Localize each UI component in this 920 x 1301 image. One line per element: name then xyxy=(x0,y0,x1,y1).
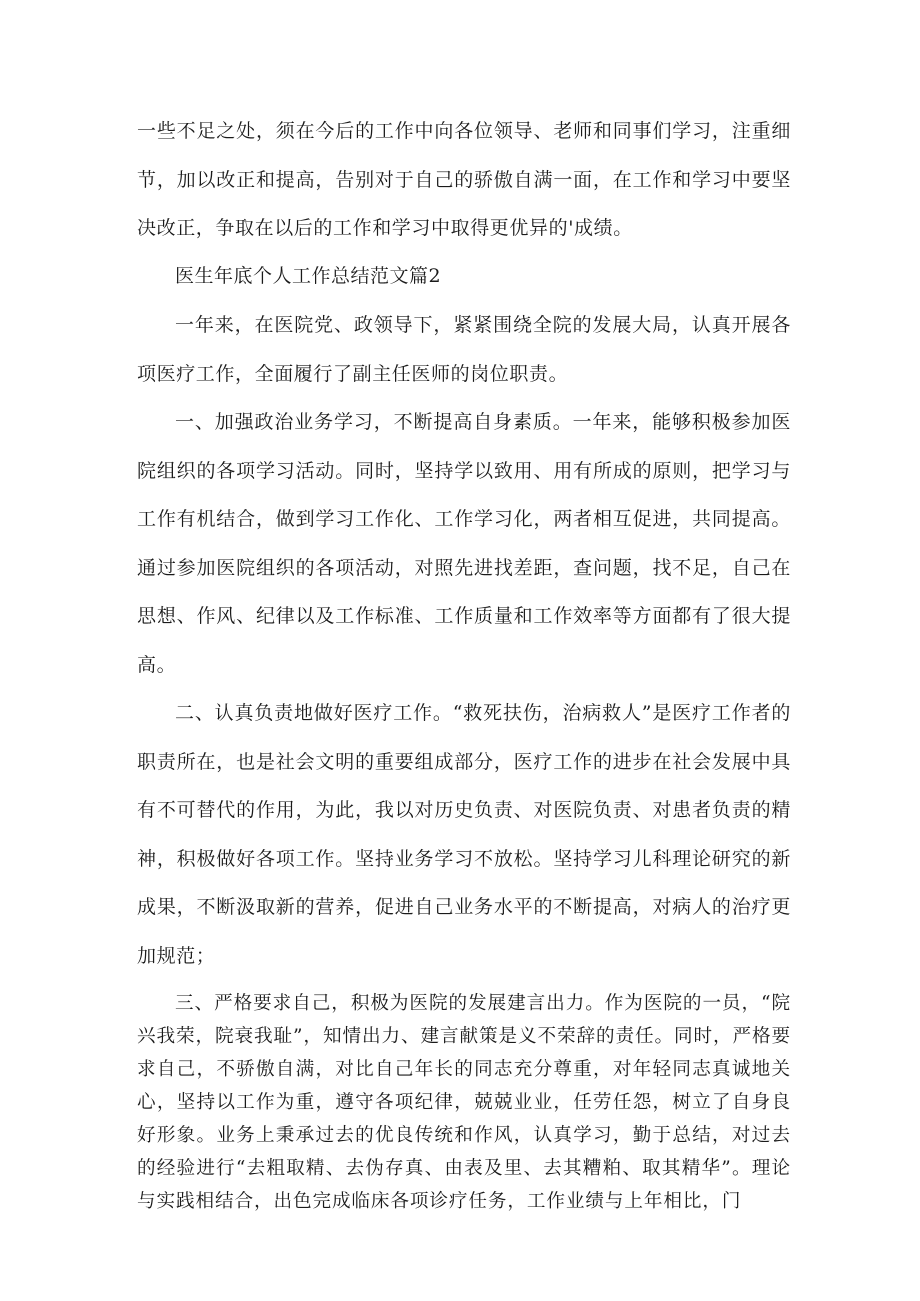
paragraph-intro: 一年来，在医院党、政领导下，紧紧围绕全院的发展大局，认真开展各项医疗工作，全面履行了副主任医师的岗位职责。 xyxy=(137,314,791,385)
paragraph-item-1: 一、加强政治业务学习，不断提高自身素质。一年来，能够积极参加医院组织的各项学习活动。同时，坚持学以致用、用有所成的原则，把学习与工作有机结合，做到学习工作化、工作学习化，两者相互促进，共同提高。通过参加医院组织的各项活动，对照先进找差距，查问题，找不足，自己在思想、作风、纪律以及工作标准、工作质量和工作效率等方面都有了很大提高。 xyxy=(137,411,791,676)
paragraph-continuation: 一些不足之处，须在今后的工作中向各位领导、老师和同事们学习，注重细节，加以改正和提高，告别对于自己的骄傲自满一面，在工作和学习中要坚决改正，争取在以后的工作和学习中取得更优异的'成绩。 xyxy=(137,120,791,239)
section-title: 医生年底个人工作总结范文篇2 xyxy=(175,265,442,287)
paragraph-item-2: 二、认真负责地做好医疗工作。“救死扶伤，治病救人”是医疗工作者的职责所在，也是社会文明的重要组成部分，医疗工作的进步在社会发展中具有不可替代的作用，为此，我以对历史负责、对医院负责、对患者负责的精神，积极做好各项工作。坚持业务学习不放松。坚持学习儿科理论研究的新成果，不断汲取新的营养，促进自己业务水平的不断提高，对病人的治疗更加规范； xyxy=(137,702,791,967)
paragraph-item-3: 三、严格要求自己，积极为医院的发展建言出力。作为医院的一员，“院兴我荣，院衰我耻”，知情出力、建言献策是义不荣辞的责任。同时，严格要求自己，不骄傲自满，对比自己年长的同志充分尊重，对年轻同志真诚地关心，坚持以工作为重，遵守各项纪律，兢兢业业，任劳任怨，树立了自身良好形象。业务上秉承过去的优良传统和作风，认真学习，勤于总结，对过去的经验进行“去粗取精、去伪存真、由表及里、去其糟粕、取其精华”。理论与实践相结合，出色完成临床各项诊疗任务，工作业绩与上年相比，门 xyxy=(137,993,791,1212)
